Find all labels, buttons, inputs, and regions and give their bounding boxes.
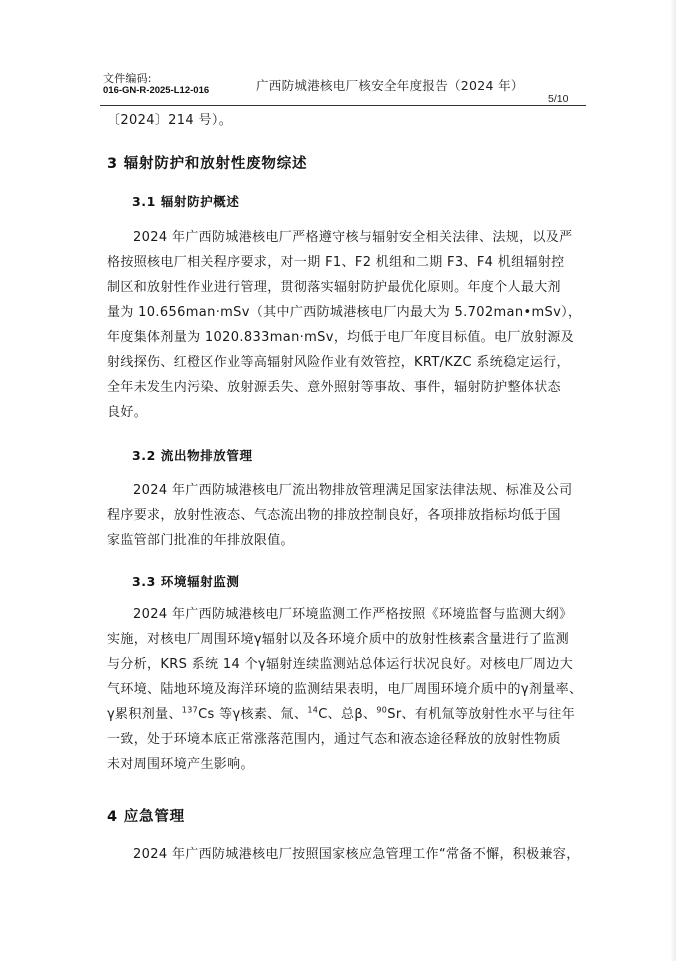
doc-code-label: 文件编码:	[103, 72, 152, 85]
paragraph-line: 年度集体剂量为 1020.833man·mSv，均低于电厂年度目标值。电厂放射源及	[107, 330, 575, 345]
paragraph-line: 实施，对核电厂周围环境γ辐射以及各环境介质中的放射性核素含量进行了监测	[107, 632, 569, 647]
paragraph-line: 格按照核电厂相关程序要求，对一期 F1、F2 机组和二期 F3、F4 机组辐射控	[107, 255, 565, 270]
section-3-1-heading: 3.1 辐射防护概述	[132, 194, 240, 209]
paragraph-line: 程序要求，放射性液态、气态流出物的排放控制良好，各项排放指标均低于国	[107, 508, 561, 523]
paragraph-line: 2024 年广西防城港核电厂环境监测工作严格按照《环境监督与监测大纲》	[133, 607, 573, 622]
superscript-mass-number: 137	[181, 705, 199, 715]
text-run: C、总β、	[318, 707, 377, 722]
section-3-3-heading: 3.3 环境辐射监测	[132, 574, 240, 589]
section-4-heading: 4 应急管理	[107, 809, 185, 825]
paragraph-line: 2024 年广西防城港核电厂严格遵守核与辐射安全相关法律、法规，以及严	[133, 230, 573, 245]
superscript-mass-number: 90	[376, 705, 388, 715]
paragraph-line: 未对周围环境产生影响。	[107, 757, 254, 772]
superscript-mass-number: 14	[307, 705, 319, 715]
text-run: γ累积剂量、	[107, 707, 182, 722]
text-run: Sr、有机氚等放射性水平与往年	[387, 707, 576, 722]
paragraph-line-with-isotopes	[107, 705, 575, 725]
paragraph-line: 良好。	[107, 405, 148, 420]
text-run: Cs 等γ核素、氚、	[198, 707, 308, 722]
header-title: 广西防城港核电厂核安全年度报告（2024 年）	[256, 78, 524, 93]
header-rule	[100, 105, 586, 106]
paragraph-line: 家监管部门批准的年排放限值。	[107, 533, 294, 548]
section-3-heading: 3 辐射防护和放射性废物综述	[107, 156, 308, 172]
paragraph-line: 射线探伤、红橙区作业等高辐射风险作业有效管控，KRT/KZC 系统稳定运行，	[107, 355, 570, 370]
doc-code: 016-GN-R-2025-L12-016	[103, 85, 210, 96]
paragraph-line: 量为 10.656man·mSv（其中广西防城港核电厂内最大为 5.702man•mSv），	[107, 305, 582, 320]
page-number: 5/10	[548, 93, 569, 105]
paragraph-line: 2024 年广西防城港核电厂按照国家核应急管理工作“常备不懈，积极兼容，	[133, 847, 580, 862]
paragraph-line: 2024 年广西防城港核电厂流出物排放管理满足国家法律法规、标准及公司	[133, 483, 573, 498]
paragraph-line: 全年未发生内污染、放射源丢失、意外照射等事故、事件，辐射防护整体状态	[107, 380, 561, 395]
paragraph-line: 一致，处于环境本底正常涨落范围内，通过气态和液态途径释放的放射性物质	[107, 732, 561, 747]
page-edge-shadow	[670, 0, 676, 961]
paragraph-line: 制区和放射性作业进行管理，贯彻落实辐射防护最优化原则。年度个人最大剂	[107, 280, 561, 295]
paragraph-line: 气环境、陆地环境及海洋环境的监测结果表明，电厂周围环境介质中的γ剂量率、	[107, 682, 583, 697]
paragraph-line: 与分析，KRS 系统 14 个γ辐射连续监测站总体运行状况良好。对核电厂周边大	[107, 657, 574, 672]
section-3-2-heading: 3.2 流出物排放管理	[132, 448, 253, 463]
continuation-text: 〔2024〕214 号）。	[107, 113, 233, 128]
